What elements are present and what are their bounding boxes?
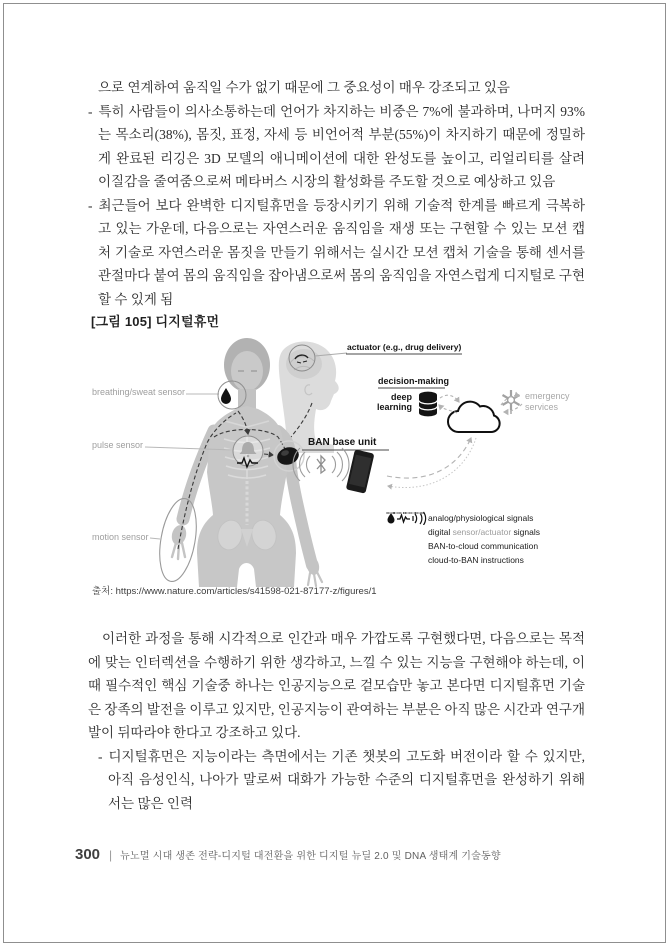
cloud-icon [448,402,500,432]
legend-label-part: digital [428,527,453,537]
legend-row-digital [386,525,540,539]
legend-label: analog/physiological signals [428,513,534,523]
paragraph-block-top [88,76,585,311]
legend-label-part: signals [511,527,540,537]
legend-label: cloud-to-BAN instructions [428,555,524,565]
figure-legend [386,511,540,567]
page-footer [75,846,501,863]
label-pulse-sensor: pulse sensor [92,440,144,450]
bullet-item [88,194,585,312]
footer-title: 뉴노멀 시대 생존 전략-디지털 대전환을 위한 디지털 뉴딜 2.0 및 DNA 생태계 기술동향 [120,851,501,862]
bullet-text: 최근들어 보다 완벽한 디지털휴먼을 등장시키기 위해 기술적 한계를 빠르게 극복하고 있는 가운데, 다음으로는 자연스러운 움직임을 재생 또는 구현할 수 있는 모션 캡처 기술로 자연스러운 몸짓을 만들기 위해서는 실시간 모션 캡처 기술을 통해 센서를 관절마다 붙여 몸의 움직임을 잡아냄으로써 몸의 움직임을 자연스럽게 디지털로 구현할 수 있게 됨 [98,197,585,307]
footer-divider: | [109,848,113,862]
database-icon [419,392,437,417]
legend-label-part-gray: sensor/actuator [452,527,512,537]
paragraph: 이러한 과정을 통해 시각적으로 인간과 매우 가깝도록 구현했다면, 다음으로는 목적에 맞는 인터렉션을 수행하기 위한 생각하고, 느낄 수 있는 지능을 구현해야 하는데, 이때 필수적인 핵심 기술중 하나는 인공지능으로 겉모습만 놓고 본다면 디지털휴먼 기술은 장족의 발전을 이루고 있지만, 인공지능이 관여하는 부분은 아직 많은 시간과 연구개발이 뒤따라야 한다고 강조하고 있다. [88,631,585,740]
emergency-line1: emergency [525,391,570,401]
label-deep-learning [372,392,412,412]
ban-to-cloud-line [387,438,471,478]
bullet-text: 디지털휴먼은 지능이라는 측면에서는 기존 챗봇의 고도화 버전이라 할 수 있지만, 아직 음성인식, 나아가 말로써 대화가 가능한 수준의 디지털휴먼을 완성하기 위해서는 많은 인력 [108,748,585,811]
label-ban-base-unit: BAN base unit [308,437,377,448]
source-url: https://www.nature.com/articles/s41598-021-87177-z/figures/1 [115,586,377,597]
label-actuator: actuator (e.g., drug delivery) [347,342,462,352]
smartphone-icon [346,449,375,493]
legend-label: BAN-to-cloud communication [428,541,539,551]
figure-digital-human [88,337,585,587]
deep-line1: deep [390,392,412,402]
cloud-to-ban-line [388,438,476,488]
label-decision-making: decision-making [378,376,450,386]
bullet-marker: - [88,197,93,213]
waveform-icon [397,515,410,522]
bullet-item [88,100,585,194]
source-label: 출처: [92,586,113,597]
legend-row-cloud-ban [386,553,540,567]
droplet-icon [221,388,231,404]
label-emergency-services [525,391,570,412]
paragraph-block-bottom [88,627,585,815]
page-number: 300 [75,846,101,863]
label-motion-sensor: motion sensor [92,532,149,542]
legend-row-ban-cloud [386,539,540,553]
bullet-item [98,745,585,816]
bullet-marker: - [88,103,93,119]
legend-label [428,527,540,537]
figure-source [92,583,377,597]
emergency-line2: services [525,401,559,412]
deep-line2: learning [376,402,412,412]
bullet-marker: - [98,748,103,764]
label-breathing-sweat-sensor: breathing/sweat sensor [92,387,186,397]
bullet-text: 특히 사람들이 의사소통하는데 언어가 차지하는 비중은 7%에 불과하며, 나머지 93%는 목소리(38%), 몸짓, 표정, 자세 등 비언어적 부분(55%)이 차지하기 때문에 정밀하게 완료된 리깅은 3D 모델의 애니메이션에 대한 완성도를 높이고, 리얼리티를 살려 이질감을 줄여줌으로써 메타버스 시장의 활성화를 주도할 것으로 예상하고 있음 [98,103,585,189]
paragraph-continuation: 으로 연계하여 움직일 수가 없기 때문에 그 중요성이 매우 강조되고 있음 [98,80,510,95]
figure-caption: [그림 105] 디지털휴먼 [91,314,220,329]
